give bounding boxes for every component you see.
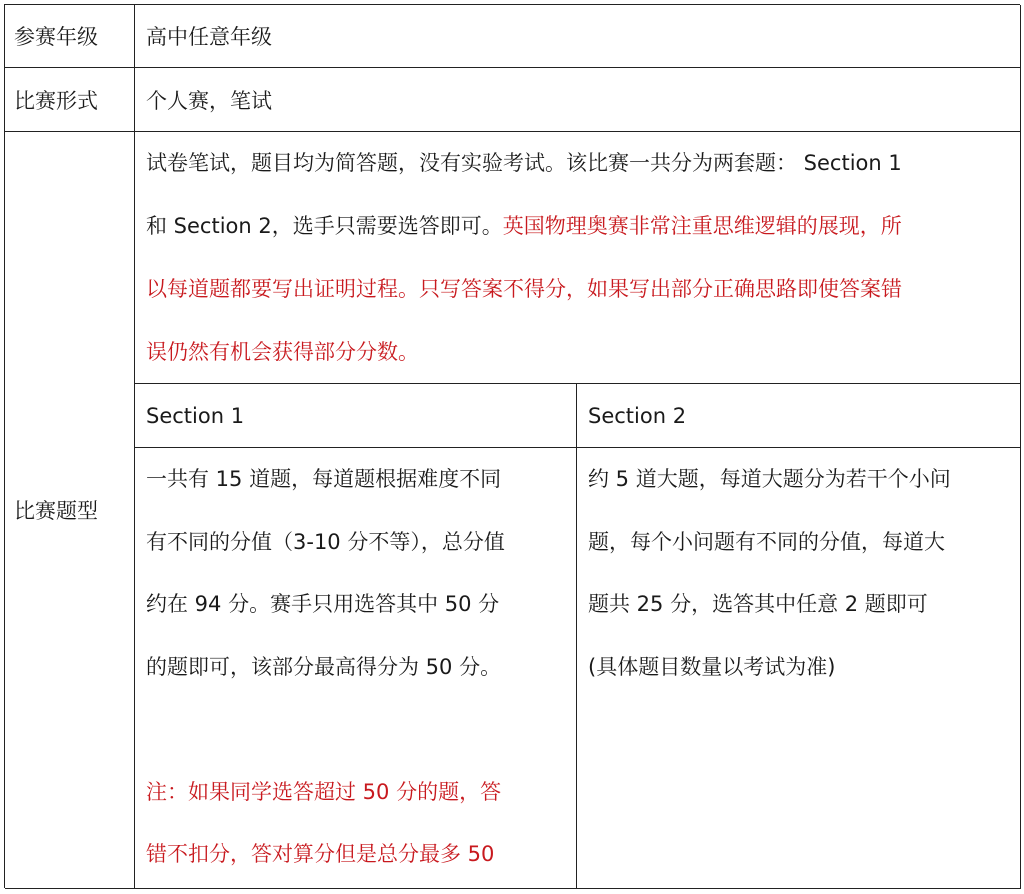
description-line-2 — [146, 195, 1010, 258]
section1-line-1: 一共有 15 道题，每道题根据难度不同 — [146, 467, 502, 491]
section1-line-3: 约在 94 分。赛手只用选答其中 50 分 — [146, 592, 500, 616]
description-line-1-text: 试卷笔试，题目均为简答题，没有实验考试。该比赛一共分为两套题： Section 1 — [146, 151, 902, 175]
section2-lines — [588, 448, 1010, 698]
format-label — [5, 68, 135, 132]
section2-line-1: 约 5 道大题，每道大题分为若干个小问 — [588, 467, 951, 491]
section2-line-3: 题共 25 分，选答其中任意 2 题即可 — [588, 592, 928, 616]
section1-note-line-1: 注：如果同学选答超过 50 分的题，答 — [146, 779, 502, 804]
grade-label-text: 参赛年级 — [14, 25, 98, 49]
description-line-2-text: 和 Section 2，选手只需要选答即可。 — [146, 214, 503, 238]
grade-label — [5, 5, 135, 68]
section2-title: Section 2 — [588, 403, 687, 428]
section1-title: Section 1 — [146, 403, 245, 428]
description-line-2-red: 英国物理奥赛非常注重思维逻辑的展现，所 — [502, 214, 902, 238]
section2-header — [577, 384, 1021, 448]
description-line-1 — [146, 132, 1010, 195]
section1-blank-line — [146, 698, 566, 761]
section1-note-line-2: 错不扣分，答对算分但是总分最多 50 — [146, 842, 495, 866]
section2-body — [577, 448, 1021, 889]
grade-value — [135, 5, 1021, 68]
format-label-text: 比赛形式 — [14, 88, 98, 113]
grade-value-text: 高中任意年级 — [146, 25, 272, 49]
format-value — [135, 68, 1021, 132]
question-type-label-text: 比赛题型 — [14, 499, 98, 523]
section1-header — [135, 384, 577, 448]
competition-info-table — [4, 4, 1020, 888]
question-type-description — [135, 132, 1021, 384]
section1-body — [135, 448, 577, 889]
section1-line-2: 有不同的分值（3-10 分不等），总分值 — [146, 529, 505, 554]
description-line-3-red: 以每道题都要写出证明过程。只写答案不得分，如果写出部分正确思路即使答案错 — [146, 277, 902, 301]
description-line-3 — [146, 258, 1010, 321]
description-paragraph — [146, 132, 1010, 384]
section2-line-2: 题，每个小问题有不同的分值，每道大 — [588, 529, 945, 554]
section2-line-4: (具体题目数量以考试为准) — [588, 654, 836, 679]
section1-lines — [146, 448, 566, 886]
question-type-label — [5, 132, 135, 889]
section1-line-4: 的题即可，该部分最高得分为 50 分。 — [146, 654, 502, 679]
description-line-4 — [146, 321, 1010, 384]
format-value-text: 个人赛，笔试 — [146, 88, 272, 113]
description-line-4-red: 误仍然有机会获得部分分数。 — [146, 340, 419, 364]
